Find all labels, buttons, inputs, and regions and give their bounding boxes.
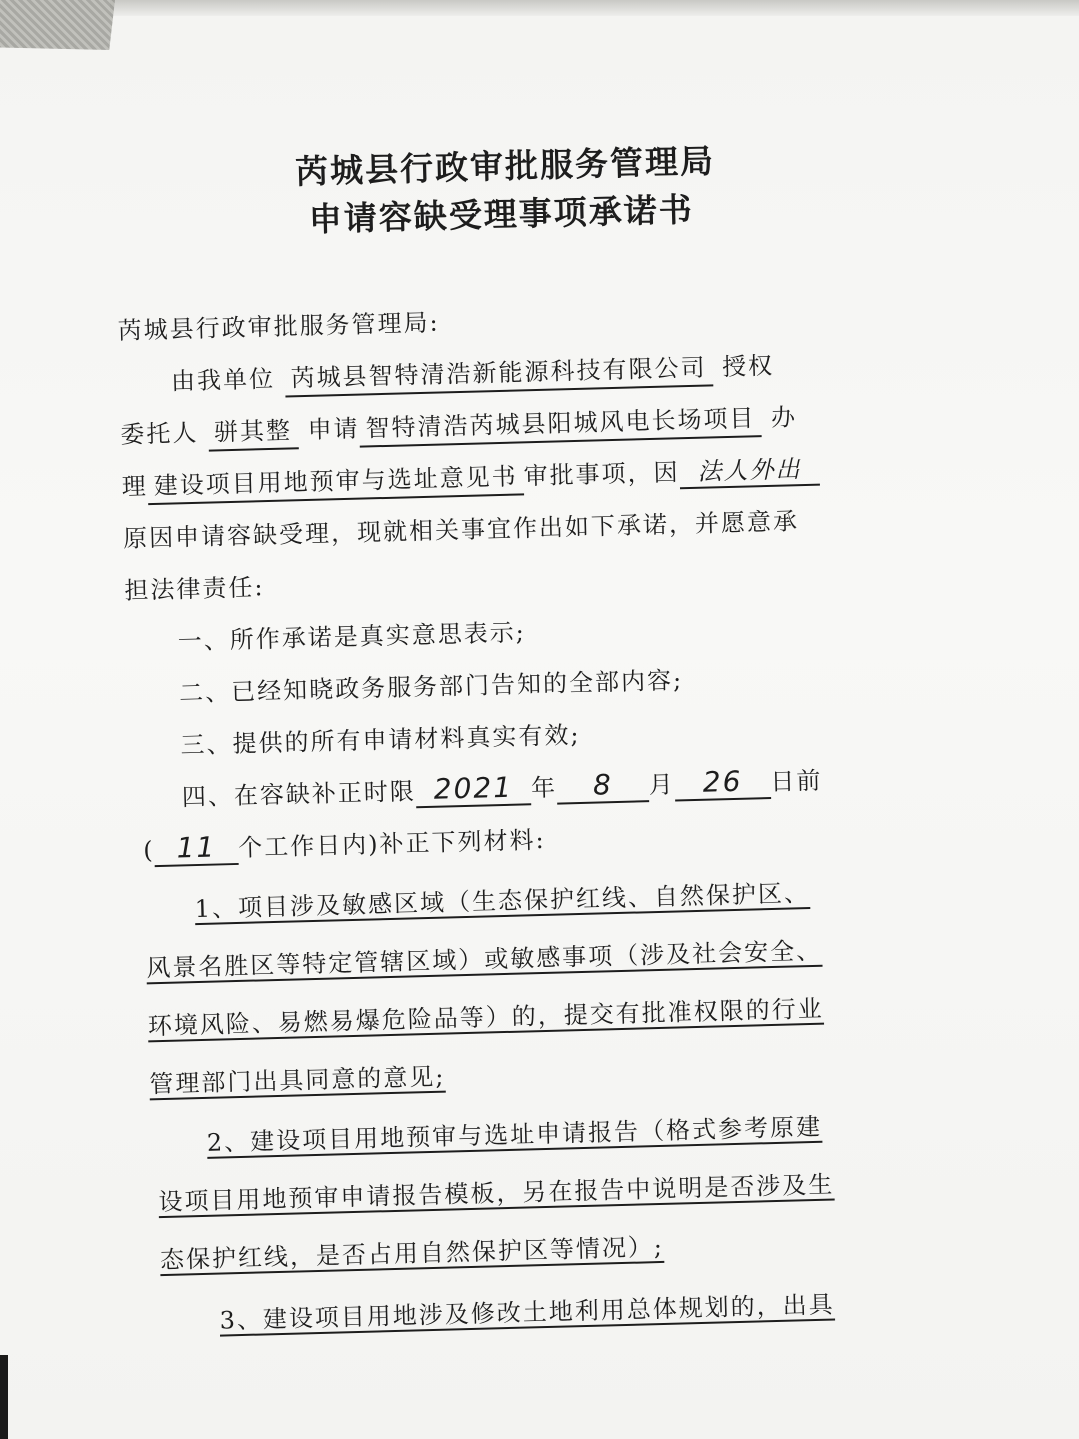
- paragraph-line-2: [120, 397, 798, 454]
- year-label: 年: [530, 773, 558, 803]
- paren-open: (: [142, 836, 156, 865]
- material-2-line-2: 设项目用地预审申请报告模板，另在报告中说明是否涉及生: [158, 1170, 835, 1217]
- p1-suffix: 授权: [721, 351, 775, 382]
- p2-suffix: 办: [770, 403, 798, 432]
- material-1-line-4: 管理部门出具同意的意见;: [149, 1062, 446, 1099]
- p2-mid: 申请: [307, 414, 360, 444]
- workdays-rest: 个工作日内)补正下列材料:: [237, 825, 546, 862]
- document-title-line2: 申请容缺受理事项承诺书: [308, 189, 695, 239]
- reason-handwritten: 法人外出: [679, 449, 820, 490]
- material-1-line-1: 1、项目涉及敏感区域（生态保护红线、自然保护区、: [194, 878, 811, 924]
- paragraph-line-4: 原因申请容缺受理，现就相关事宜作出如下承诺，并愿意承: [122, 507, 800, 553]
- scan-edge-artifact: [0, 1355, 8, 1439]
- commitment-item-3: 三、提供的所有申请材料真实有效;: [180, 720, 581, 760]
- material-1-line-3: 环境风险、易燃易爆危险品等）的，提交有批准权限的行业: [147, 994, 825, 1041]
- company-name-field: 芮城县智特清浩新能源科技有限公司: [284, 347, 713, 397]
- p3-prefix: 理: [121, 472, 149, 501]
- commitment-item-1: 一、所作承诺是真实意思表示;: [177, 618, 527, 656]
- p3-mid: 审批事项，因: [523, 458, 680, 491]
- paragraph-line-1: [170, 346, 774, 401]
- paragraph-line-5: 担法律责任:: [124, 573, 265, 605]
- workdays-line: [143, 820, 546, 868]
- matter-field: 建设项目用地预审与选址意见书: [147, 456, 524, 505]
- material-2-line-1: 2、建设项目用地预审与选址申请报告（格式参考原建: [206, 1112, 823, 1157]
- agent-name-field: 骈其整: [207, 410, 298, 451]
- addressee: 芮城县行政审批服务管理局:: [117, 308, 441, 345]
- commitment-item-2: 二、已经知晓政务服务部门告知的全部内容;: [178, 666, 684, 708]
- p2-prefix: 委托人: [120, 418, 199, 449]
- commitment-item-4: [181, 761, 822, 815]
- p1-prefix: 由我单位: [170, 364, 276, 396]
- deadline-day-handwritten: 26: [674, 764, 771, 801]
- material-2-line-3: 态保护红线，是否占用自然保护区等情况）;: [159, 1232, 665, 1275]
- paragraph-line-3: [121, 449, 820, 506]
- month-label: 月: [648, 770, 676, 800]
- deadline-month-handwritten: 8: [557, 767, 650, 804]
- material-1-line-2: 风景名胜区等特定管辖区域）或敏感事项（涉及社会安全、: [146, 936, 823, 983]
- item4-prefix: 四、在容缺补正时限: [181, 777, 417, 812]
- deadline-year-handwritten: 2021: [415, 770, 531, 808]
- project-name-field: 智特清浩芮城县阳城风电长场项目: [359, 398, 762, 448]
- material-3-line-1: 3、建设项目用地涉及修改土地利用总体规划的，出具: [219, 1290, 836, 1335]
- workdays-handwritten: 11: [154, 830, 239, 867]
- day-label: 日前: [770, 766, 823, 796]
- document-title-line1: 芮城县行政审批服务管理局: [294, 141, 716, 192]
